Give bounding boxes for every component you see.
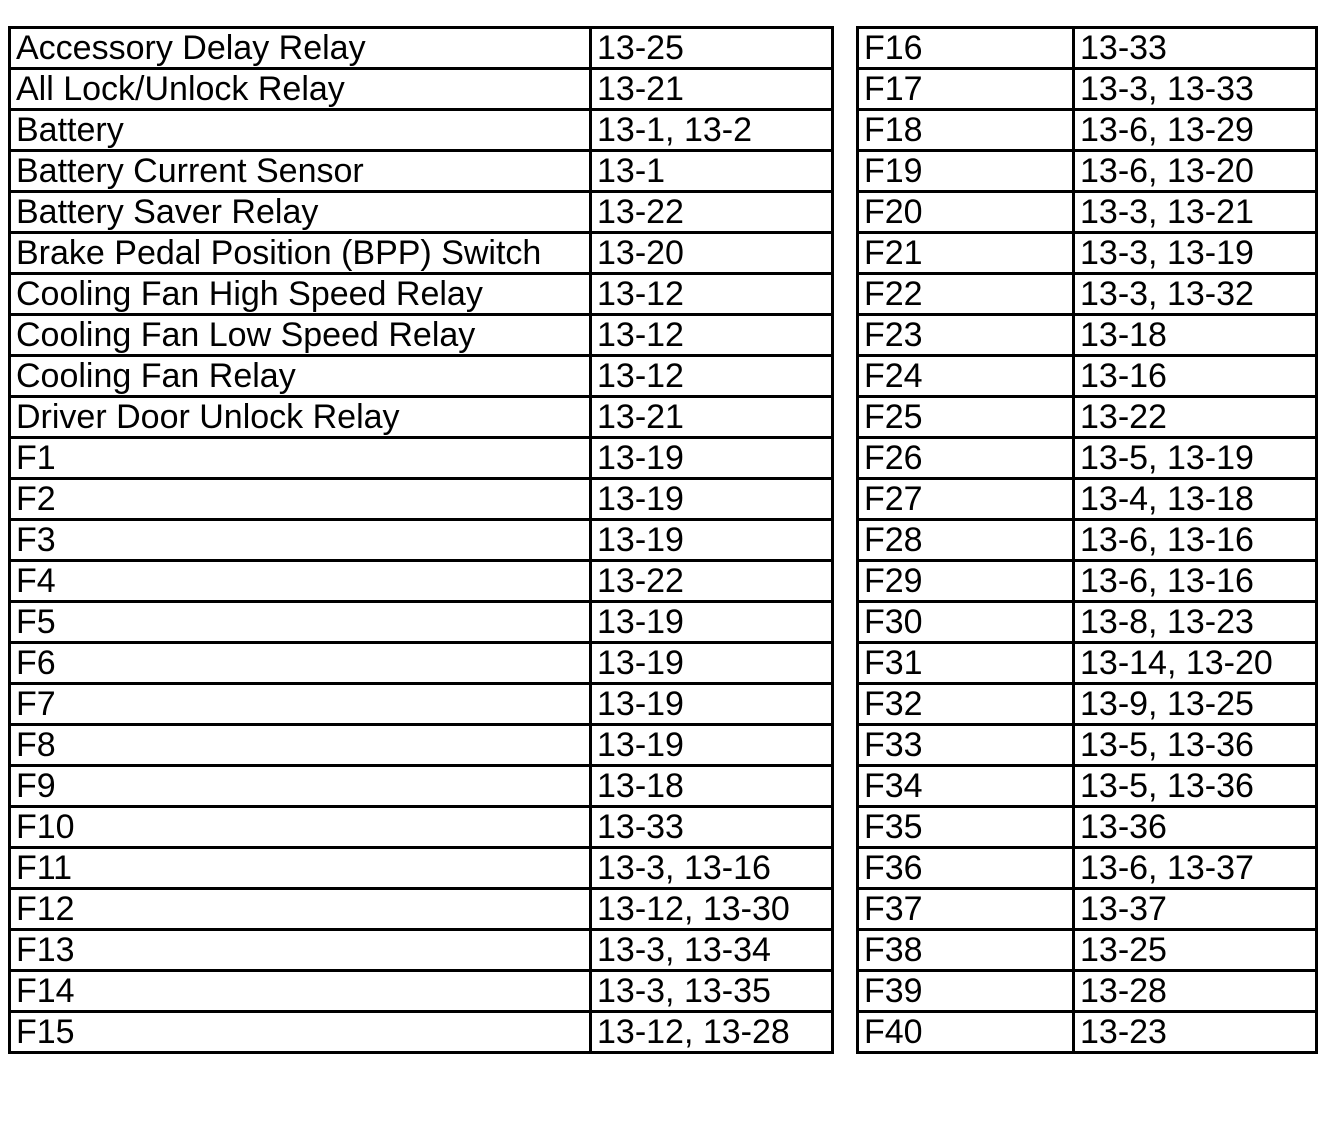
component-name-cell: F1 xyxy=(10,438,591,479)
component-name-cell: Battery Current Sensor xyxy=(10,151,591,192)
component-name-cell: F22 xyxy=(858,274,1074,315)
table-row xyxy=(10,930,833,971)
component-name-cell: Driver Door Unlock Relay xyxy=(10,397,591,438)
table-row xyxy=(858,889,1317,930)
table-row xyxy=(858,848,1317,889)
table-row xyxy=(10,602,833,643)
table-row xyxy=(858,807,1317,848)
component-name-cell: F9 xyxy=(10,766,591,807)
page-reference-cell: 13-18 xyxy=(1074,315,1317,356)
page-reference-cell: 13-19 xyxy=(591,643,833,684)
component-name-cell: F4 xyxy=(10,561,591,602)
table-row xyxy=(10,766,833,807)
page-reference-cell: 13-25 xyxy=(1074,930,1317,971)
page-reference-cell: 13-4, 13-18 xyxy=(1074,479,1317,520)
page-reference-cell: 13-36 xyxy=(1074,807,1317,848)
page-reference-cell: 13-8, 13-23 xyxy=(1074,602,1317,643)
component-name-cell: F5 xyxy=(10,602,591,643)
page-reference-cell: 13-25 xyxy=(591,28,833,69)
right-index-table xyxy=(856,26,1318,1054)
component-name-cell: F23 xyxy=(858,315,1074,356)
component-name-cell: F10 xyxy=(10,807,591,848)
component-name-cell: F19 xyxy=(858,151,1074,192)
page-reference-cell: 13-5, 13-36 xyxy=(1074,725,1317,766)
component-name-cell: Brake Pedal Position (BPP) Switch xyxy=(10,233,591,274)
component-name-cell: F8 xyxy=(10,725,591,766)
table-row xyxy=(858,69,1317,110)
component-name-cell: F24 xyxy=(858,356,1074,397)
table-row xyxy=(858,315,1317,356)
table-row xyxy=(10,28,833,69)
page-reference-cell: 13-19 xyxy=(591,684,833,725)
page-reference-cell: 13-3, 13-19 xyxy=(1074,233,1317,274)
page-reference-cell: 13-6, 13-16 xyxy=(1074,561,1317,602)
component-name-cell: F27 xyxy=(858,479,1074,520)
page-reference-cell: 13-3, 13-21 xyxy=(1074,192,1317,233)
page-reference-cell: 13-5, 13-19 xyxy=(1074,438,1317,479)
table-row xyxy=(858,28,1317,69)
page-reference-cell: 13-3, 13-16 xyxy=(591,848,833,889)
page-reference-cell: 13-28 xyxy=(1074,971,1317,1012)
table-row xyxy=(10,438,833,479)
component-name-cell: F6 xyxy=(10,643,591,684)
component-name-cell: F3 xyxy=(10,520,591,561)
component-name-cell: F36 xyxy=(858,848,1074,889)
page-reference-cell: 13-20 xyxy=(591,233,833,274)
component-name-cell: F13 xyxy=(10,930,591,971)
table-row xyxy=(858,725,1317,766)
page-reference-cell: 13-12, 13-28 xyxy=(591,1012,833,1053)
component-name-cell: F21 xyxy=(858,233,1074,274)
table-row xyxy=(858,561,1317,602)
component-name-cell: F30 xyxy=(858,602,1074,643)
table-row xyxy=(10,233,833,274)
page-reference-cell: 13-3, 13-35 xyxy=(591,971,833,1012)
page-reference-cell: 13-6, 13-37 xyxy=(1074,848,1317,889)
page-reference-cell: 13-6, 13-16 xyxy=(1074,520,1317,561)
page-reference-cell: 13-6, 13-20 xyxy=(1074,151,1317,192)
component-name-cell: F33 xyxy=(858,725,1074,766)
page-reference-cell: 13-37 xyxy=(1074,889,1317,930)
table-row xyxy=(858,192,1317,233)
page-reference-cell: 13-22 xyxy=(1074,397,1317,438)
table-row xyxy=(858,971,1317,1012)
table-row xyxy=(858,397,1317,438)
page-reference-cell: 13-33 xyxy=(1074,28,1317,69)
table-row xyxy=(858,520,1317,561)
table-row xyxy=(10,151,833,192)
page-reference-cell: 13-3, 13-33 xyxy=(1074,69,1317,110)
component-name-cell: F28 xyxy=(858,520,1074,561)
component-name-cell: F15 xyxy=(10,1012,591,1053)
component-name-cell: F37 xyxy=(858,889,1074,930)
table-row xyxy=(10,274,833,315)
page-reference-cell: 13-12, 13-30 xyxy=(591,889,833,930)
page-reference-cell: 13-23 xyxy=(1074,1012,1317,1053)
table-row xyxy=(858,1012,1317,1053)
component-name-cell: F38 xyxy=(858,930,1074,971)
page-reference-cell: 13-16 xyxy=(1074,356,1317,397)
component-name-cell: Battery xyxy=(10,110,591,151)
page-reference-cell: 13-12 xyxy=(591,315,833,356)
table-row xyxy=(10,110,833,151)
component-name-cell: F25 xyxy=(858,397,1074,438)
page-reference-cell: 13-22 xyxy=(591,192,833,233)
table-row xyxy=(858,766,1317,807)
table-row xyxy=(858,110,1317,151)
table-row xyxy=(10,848,833,889)
page-reference-cell: 13-3, 13-32 xyxy=(1074,274,1317,315)
component-name-cell: F39 xyxy=(858,971,1074,1012)
page-reference-cell: 13-14, 13-20 xyxy=(1074,643,1317,684)
page-reference-cell: 13-18 xyxy=(591,766,833,807)
left-index-table xyxy=(8,26,834,1054)
component-name-cell: Cooling Fan High Speed Relay xyxy=(10,274,591,315)
table-row xyxy=(858,274,1317,315)
table-row xyxy=(858,151,1317,192)
component-name-cell: F16 xyxy=(858,28,1074,69)
component-name-cell: F31 xyxy=(858,643,1074,684)
component-name-cell: Cooling Fan Relay xyxy=(10,356,591,397)
table-row xyxy=(10,520,833,561)
component-name-cell: Battery Saver Relay xyxy=(10,192,591,233)
component-name-cell: All Lock/Unlock Relay xyxy=(10,69,591,110)
page-reference-cell: 13-19 xyxy=(591,602,833,643)
table-row xyxy=(10,807,833,848)
component-name-cell: F35 xyxy=(858,807,1074,848)
component-name-cell: F34 xyxy=(858,766,1074,807)
page-reference-cell: 13-19 xyxy=(591,479,833,520)
table-row xyxy=(858,233,1317,274)
table-row xyxy=(10,479,833,520)
table-row xyxy=(10,971,833,1012)
table-row xyxy=(10,356,833,397)
page-reference-cell: 13-12 xyxy=(591,356,833,397)
component-name-cell: F40 xyxy=(858,1012,1074,1053)
table-row xyxy=(858,479,1317,520)
table-row xyxy=(10,725,833,766)
table-row xyxy=(858,930,1317,971)
table-row xyxy=(858,602,1317,643)
table-row xyxy=(10,684,833,725)
component-name-cell: F2 xyxy=(10,479,591,520)
page-reference-cell: 13-33 xyxy=(591,807,833,848)
table-row xyxy=(10,561,833,602)
table-row xyxy=(10,643,833,684)
component-name-cell: F20 xyxy=(858,192,1074,233)
component-name-cell: F26 xyxy=(858,438,1074,479)
page-reference-cell: 13-9, 13-25 xyxy=(1074,684,1317,725)
component-name-cell: F14 xyxy=(10,971,591,1012)
page-reference-cell: 13-1 xyxy=(591,151,833,192)
page-reference-cell: 13-1, 13-2 xyxy=(591,110,833,151)
table-row xyxy=(858,643,1317,684)
table-row xyxy=(858,356,1317,397)
table-row xyxy=(10,315,833,356)
page-reference-cell: 13-3, 13-34 xyxy=(591,930,833,971)
page-reference-cell: 13-19 xyxy=(591,520,833,561)
page-reference-cell: 13-22 xyxy=(591,561,833,602)
page-reference-cell: 13-21 xyxy=(591,69,833,110)
component-name-cell: F7 xyxy=(10,684,591,725)
component-name-cell: Cooling Fan Low Speed Relay xyxy=(10,315,591,356)
component-name-cell: F11 xyxy=(10,848,591,889)
table-row xyxy=(10,192,833,233)
page-reference-cell: 13-6, 13-29 xyxy=(1074,110,1317,151)
table-row xyxy=(858,438,1317,479)
table-row xyxy=(10,889,833,930)
table-row xyxy=(858,684,1317,725)
component-name-cell: F32 xyxy=(858,684,1074,725)
page-reference-cell: 13-21 xyxy=(591,397,833,438)
component-name-cell: F17 xyxy=(858,69,1074,110)
page-reference-cell: 13-12 xyxy=(591,274,833,315)
component-name-cell: Accessory Delay Relay xyxy=(10,28,591,69)
table-row xyxy=(10,397,833,438)
component-name-cell: F18 xyxy=(858,110,1074,151)
page-reference-cell: 13-5, 13-36 xyxy=(1074,766,1317,807)
page-reference-cell: 13-19 xyxy=(591,725,833,766)
component-name-cell: F12 xyxy=(10,889,591,930)
table-row xyxy=(10,1012,833,1053)
table-row xyxy=(10,69,833,110)
page-reference-cell: 13-19 xyxy=(591,438,833,479)
component-name-cell: F29 xyxy=(858,561,1074,602)
